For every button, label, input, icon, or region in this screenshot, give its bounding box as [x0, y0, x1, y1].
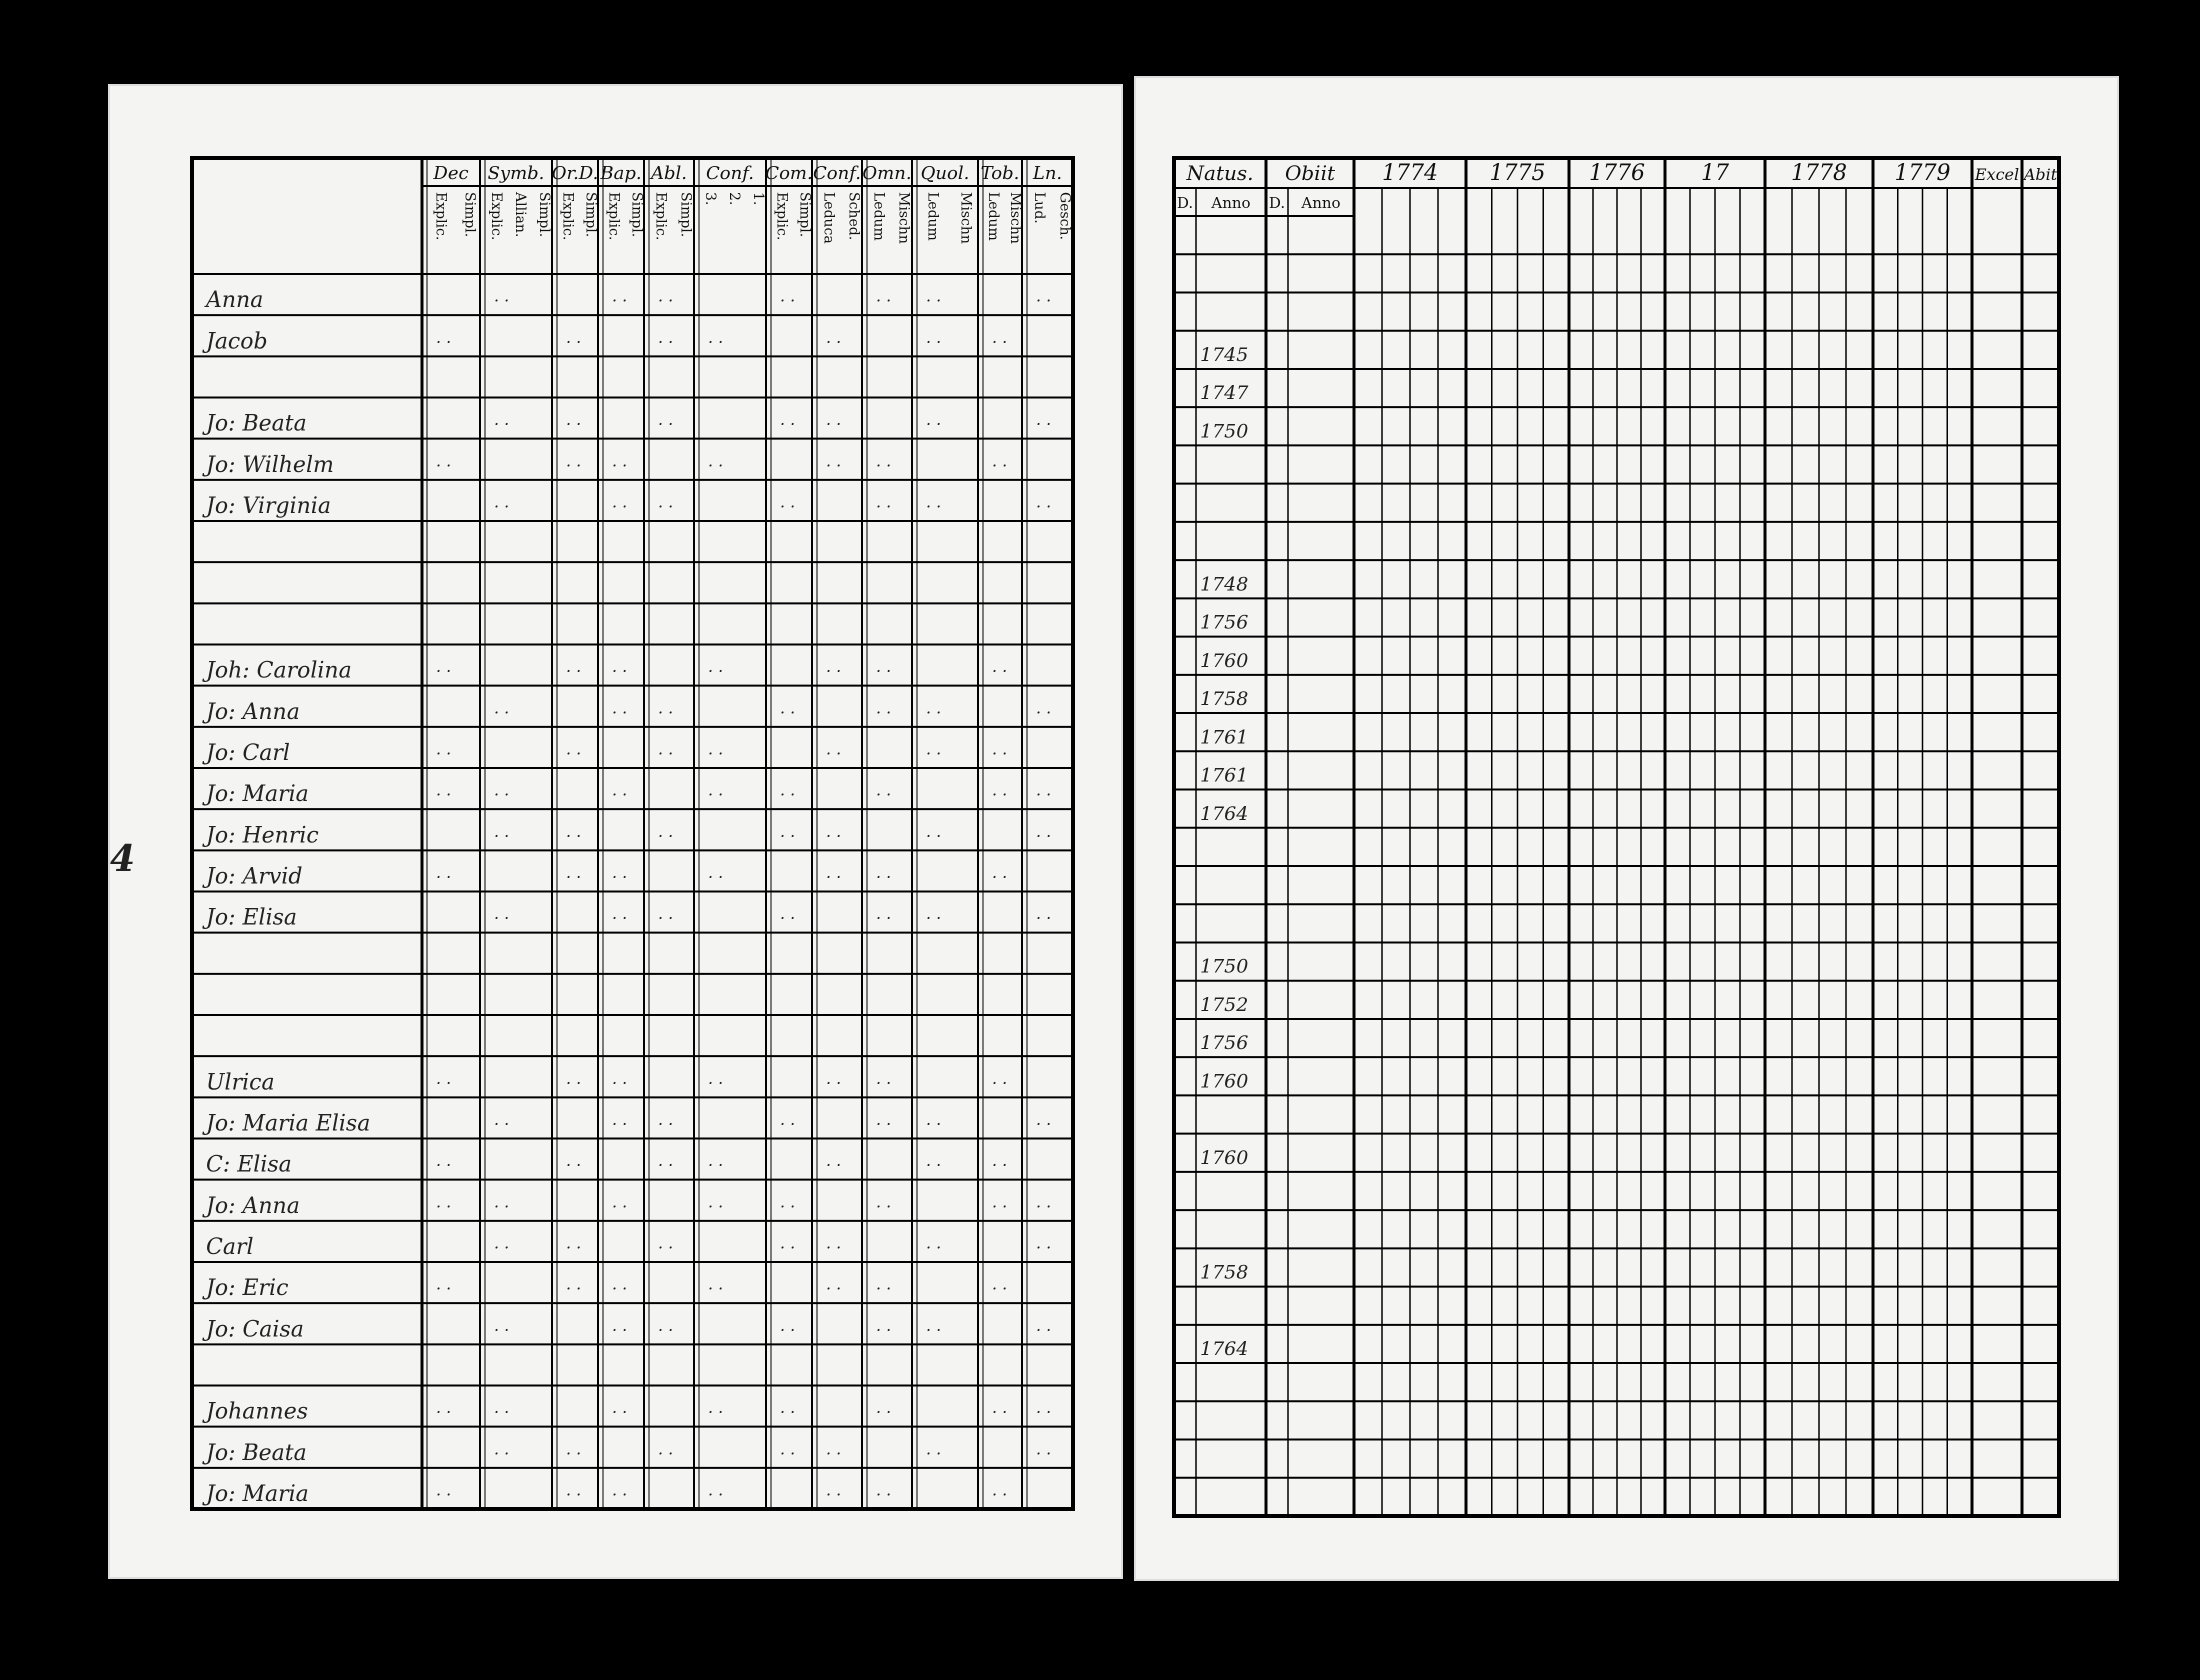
birth-year: 1747 [1200, 382, 1249, 405]
tick-mark: · · [876, 1196, 892, 1216]
column-subheader: 3. [702, 192, 718, 206]
tick-mark: · · [494, 1238, 510, 1257]
tick-mark: · · [494, 497, 510, 516]
birth-year: 1761 [1200, 764, 1249, 787]
column-subheader: Ledum [924, 192, 941, 241]
register-name: Jo: Arvid [206, 864, 303, 890]
tick-mark: · · [1036, 1114, 1052, 1134]
column-subheader: Explic. [559, 192, 576, 241]
tick-mark: · · [876, 1279, 892, 1299]
tick-mark: · · [658, 1114, 674, 1134]
tick-mark: · · [612, 291, 628, 311]
tick-mark: · · [780, 785, 796, 805]
tick-mark: · · [876, 785, 892, 805]
tick-mark: · · [992, 332, 1008, 352]
tick-mark: · · [708, 455, 724, 475]
column-subheader: D. [1268, 194, 1286, 212]
column-subheader: D. [1176, 194, 1194, 212]
column-header: Com. [765, 163, 813, 184]
column-subheader: Simpl. [536, 192, 552, 238]
tick-mark: · · [1036, 826, 1052, 846]
birth-year: 1760 [1200, 1146, 1249, 1169]
tick-mark: · · [494, 1320, 510, 1340]
tick-mark: · · [566, 1443, 582, 1463]
column-subheader: Anno [1301, 194, 1341, 212]
birth-year: 1752 [1200, 993, 1249, 1016]
birth-year: 1756 [1200, 1032, 1249, 1055]
tick-mark: · · [1036, 1320, 1052, 1340]
column-subheader: Sched. [845, 192, 862, 241]
tick-mark: · · [658, 291, 674, 311]
tick-mark: · · [708, 1196, 724, 1216]
tick-mark: · · [826, 1155, 842, 1175]
tick-mark: · · [992, 1485, 1008, 1504]
tick-mark: · · [780, 1238, 796, 1257]
tick-mark: · · [992, 1402, 1008, 1422]
tick-mark: · · [612, 867, 628, 887]
tick-mark: · · [926, 291, 942, 311]
column-header: 1779 [1894, 161, 1951, 186]
column-subheader: Mischn [957, 192, 974, 244]
tick-mark: · · [566, 1155, 582, 1175]
tick-mark: · · [876, 867, 892, 887]
tick-mark: · · [780, 1320, 796, 1340]
tick-mark: · · [876, 497, 892, 516]
tick-mark: · · [926, 1114, 942, 1134]
tick-mark: · · [708, 332, 724, 352]
column-header: Abit [2023, 165, 2058, 184]
tick-mark: · · [658, 1320, 674, 1340]
tick-mark: · · [876, 1402, 892, 1422]
tick-mark: · · [780, 1402, 796, 1422]
tick-mark: · · [876, 661, 892, 681]
tick-mark: · · [826, 332, 842, 352]
tick-mark: · · [780, 414, 796, 434]
tick-mark: · · [708, 1485, 724, 1504]
tick-mark: · · [436, 661, 452, 681]
column-header: 1775 [1489, 161, 1546, 186]
tick-mark: · · [566, 1073, 582, 1093]
column-header: 1774 [1382, 161, 1438, 186]
tick-mark: · · [436, 1485, 452, 1504]
tick-mark: · · [780, 702, 796, 722]
column-header: Quol. [920, 163, 970, 184]
column-subheader: Mischn [1007, 192, 1023, 244]
right-register-table [1134, 76, 2119, 1581]
tick-mark: · · [658, 702, 674, 722]
tick-mark: · · [876, 1485, 892, 1504]
tick-mark: · · [926, 1320, 942, 1340]
tick-mark: · · [926, 908, 942, 928]
column-header: Bap. [600, 163, 642, 184]
tick-mark: · · [992, 867, 1008, 887]
register-name: Jacob [206, 329, 268, 355]
tick-mark: · · [658, 1443, 674, 1463]
tick-mark: · · [826, 1485, 842, 1504]
tick-mark: · · [876, 702, 892, 722]
register-name: Johannes [206, 1399, 308, 1425]
birth-year: 1764 [1200, 802, 1249, 825]
tick-mark: · · [566, 1485, 582, 1504]
tick-mark: · · [926, 1238, 942, 1257]
register-name: C: Elisa [206, 1152, 292, 1178]
tick-mark: · · [826, 1279, 842, 1299]
tick-mark: · · [612, 1320, 628, 1340]
column-subheader: 1. [750, 192, 766, 206]
right-register-page [1134, 76, 2119, 1581]
tick-mark: · · [780, 291, 796, 311]
column-header: Dec [433, 163, 469, 184]
tick-mark: · · [708, 1279, 724, 1299]
column-header: 17 [1701, 161, 1729, 186]
tick-mark: · · [436, 867, 452, 887]
tick-mark: · · [1036, 1402, 1052, 1422]
register-name: Joh: Carolina [206, 658, 352, 684]
column-subheader: Explic. [432, 192, 449, 241]
column-header: Or.D. [551, 163, 599, 184]
tick-mark: · · [826, 867, 842, 887]
tick-mark: · · [658, 744, 674, 763]
tick-mark: · · [612, 1196, 628, 1216]
tick-mark: · · [926, 1155, 942, 1175]
column-subheader: Simpl. [677, 192, 694, 238]
column-header: Abl. [651, 163, 687, 184]
tick-mark: · · [658, 414, 674, 434]
tick-mark: · · [612, 1485, 628, 1504]
register-name: Jo: Anna [206, 699, 300, 725]
tick-mark: · · [708, 1155, 724, 1175]
tick-mark: · · [926, 744, 942, 763]
column-header: 1778 [1791, 161, 1847, 186]
tick-mark: · · [566, 661, 582, 681]
tick-mark: · · [708, 1073, 724, 1093]
tick-mark: · · [992, 1073, 1008, 1093]
tick-mark: · · [494, 1402, 510, 1422]
column-subheader: Leduca [820, 192, 837, 244]
tick-mark: · · [566, 414, 582, 434]
tick-mark: · · [992, 1155, 1008, 1175]
register-name: Anna [206, 288, 264, 314]
tick-mark: · · [708, 1402, 724, 1422]
register-name: Jo: Maria Elisa [206, 1111, 371, 1137]
left-register-table [108, 84, 1123, 1579]
tick-mark: · · [566, 744, 582, 763]
tick-mark: · · [612, 1402, 628, 1422]
register-name: Jo: Caisa [206, 1317, 304, 1343]
column-header: Omn. [862, 163, 912, 184]
tick-mark: · · [1036, 414, 1052, 434]
tick-mark: · · [494, 908, 510, 928]
birth-year: 1758 [1200, 1261, 1249, 1284]
tick-mark: · · [1036, 1196, 1052, 1216]
tick-mark: · · [926, 826, 942, 846]
register-name: Jo: Virginia [206, 494, 331, 519]
birth-year: 1750 [1200, 420, 1249, 443]
column-header: Natus. [1186, 161, 1254, 185]
tick-mark: · · [826, 661, 842, 681]
register-name: Jo: Wilhelm [206, 452, 334, 478]
birth-year: 1745 [1200, 343, 1249, 366]
tick-mark: · · [780, 826, 796, 846]
tick-mark: · · [612, 1114, 628, 1134]
birth-year: 1756 [1200, 611, 1249, 634]
tick-mark: · · [436, 1155, 452, 1175]
tick-mark: · · [826, 414, 842, 434]
tick-mark: · · [780, 1443, 796, 1463]
birth-year: 1760 [1200, 1070, 1249, 1093]
tick-mark: · · [876, 455, 892, 475]
tick-mark: · · [612, 455, 628, 475]
tick-mark: · · [992, 744, 1008, 763]
column-header: Conf. [813, 163, 861, 184]
tick-mark: · · [658, 826, 674, 846]
tick-mark: · · [826, 744, 842, 763]
tick-mark: · · [566, 332, 582, 352]
birth-year: 1760 [1200, 649, 1249, 672]
tick-mark: · · [612, 702, 628, 722]
tick-mark: · · [612, 661, 628, 681]
tick-mark: · · [992, 661, 1008, 681]
tick-mark: · · [992, 455, 1008, 475]
tick-mark: · · [826, 1238, 842, 1257]
column-header: Symb. [487, 163, 545, 184]
column-subheader: Explic. [773, 192, 790, 241]
tick-mark: · · [436, 1073, 452, 1093]
tick-mark: · · [436, 785, 452, 805]
tick-mark: · · [494, 1196, 510, 1216]
tick-mark: · · [494, 702, 510, 722]
register-name: Jo: Elisa [206, 905, 298, 931]
tick-mark: · · [1036, 1443, 1052, 1463]
tick-mark: · · [612, 1073, 628, 1093]
column-subheader: Explic. [605, 192, 622, 241]
tick-mark: · · [992, 1279, 1008, 1299]
tick-mark: · · [566, 455, 582, 475]
tick-mark: · · [494, 785, 510, 805]
register-name: Jo: Beata [206, 1440, 307, 1466]
tick-mark: · · [992, 1196, 1008, 1216]
tick-mark: · · [494, 1443, 510, 1463]
tick-mark: · · [926, 1443, 942, 1463]
tick-mark: · · [1036, 785, 1052, 805]
tick-mark: · · [1036, 291, 1052, 311]
tick-mark: · · [658, 1155, 674, 1175]
tick-mark: · · [1036, 1238, 1052, 1257]
birth-year: 1758 [1200, 688, 1249, 711]
side-number: 4 [110, 837, 136, 880]
left-register-page [108, 84, 1123, 1579]
tick-mark: · · [1036, 908, 1052, 928]
tick-mark: · · [436, 1402, 452, 1422]
column-subheader: 2. [726, 192, 742, 206]
register-name: Jo: Maria [206, 1482, 309, 1507]
column-subheader: Gesch. [1056, 192, 1073, 240]
column-header: Tob. [980, 163, 1020, 184]
column-subheader: Simpl. [628, 192, 645, 238]
tick-mark: · · [826, 1073, 842, 1093]
tick-mark: · · [436, 455, 452, 475]
column-header: Excel [1974, 165, 2020, 184]
tick-mark: · · [780, 1114, 796, 1134]
tick-mark: · · [658, 332, 674, 352]
tick-mark: · · [780, 497, 796, 516]
column-header: Conf. [706, 163, 754, 184]
tick-mark: · · [494, 414, 510, 434]
column-header: Ln. [1032, 163, 1063, 184]
tick-mark: · · [612, 908, 628, 928]
register-name: Jo: Anna [206, 1193, 300, 1219]
register-name: Carl [206, 1235, 254, 1260]
tick-mark: · · [926, 414, 942, 434]
column-subheader: Lud. [1030, 192, 1047, 224]
tick-mark: · · [658, 1238, 674, 1257]
tick-mark: · · [436, 1279, 452, 1299]
birth-year: 1761 [1200, 726, 1249, 749]
tick-mark: · · [926, 702, 942, 722]
column-subheader: Ledum [985, 192, 1001, 241]
tick-mark: · · [494, 1114, 510, 1134]
tick-mark: · · [436, 1196, 452, 1216]
register-name: Jo: Henric [206, 823, 319, 849]
column-subheader: Mischn [895, 192, 912, 244]
tick-mark: · · [876, 291, 892, 311]
tick-mark: · · [708, 661, 724, 681]
tick-mark: · · [708, 867, 724, 887]
column-subheader: Simpl. [461, 192, 478, 238]
tick-mark: · · [876, 1073, 892, 1093]
tick-mark: · · [566, 1238, 582, 1257]
tick-mark: · · [926, 332, 942, 352]
column-subheader: Explic. [652, 192, 669, 241]
register-name: Jo: Maria [206, 782, 309, 808]
tick-mark: · · [780, 1196, 796, 1216]
column-subheader: Ledum [870, 192, 887, 241]
column-header: 1776 [1589, 161, 1645, 186]
tick-mark: · · [566, 1279, 582, 1299]
register-name: Ulrica [206, 1070, 275, 1096]
tick-mark: · · [566, 867, 582, 887]
tick-mark: · · [658, 908, 674, 928]
tick-mark: · · [494, 826, 510, 846]
tick-mark: · · [612, 497, 628, 516]
tick-mark: · · [826, 455, 842, 475]
tick-mark: · · [566, 826, 582, 846]
tick-mark: · · [436, 332, 452, 352]
birth-year: 1750 [1200, 955, 1249, 978]
column-subheader: Explic. [488, 192, 504, 241]
tick-mark: · · [612, 1279, 628, 1299]
column-header: Obiit [1284, 161, 1336, 185]
tick-mark: · · [926, 497, 942, 516]
column-subheader: Simpl. [582, 192, 599, 238]
column-subheader: Simpl. [796, 192, 813, 238]
tick-mark: · · [876, 908, 892, 928]
birth-year: 1764 [1200, 1338, 1249, 1361]
tick-mark: · · [826, 1443, 842, 1463]
column-subheader: Anno [1211, 194, 1251, 212]
tick-mark: · · [826, 826, 842, 846]
tick-mark: · · [658, 497, 674, 516]
birth-year: 1748 [1200, 573, 1249, 596]
register-name: Jo: Carl [206, 741, 290, 766]
register-name: Jo: Eric [206, 1276, 289, 1302]
tick-mark: · · [876, 1320, 892, 1340]
tick-mark: · · [992, 785, 1008, 805]
tick-mark: · · [876, 1114, 892, 1134]
column-subheader: Allian. [512, 192, 528, 238]
tick-mark: · · [780, 908, 796, 928]
tick-mark: · · [708, 744, 724, 763]
tick-mark: · · [708, 785, 724, 805]
tick-mark: · · [1036, 702, 1052, 722]
register-name: Jo: Beata [206, 411, 307, 437]
tick-mark: · · [1036, 497, 1052, 516]
tick-mark: · · [494, 291, 510, 311]
tick-mark: · · [436, 744, 452, 763]
tick-mark: · · [612, 785, 628, 805]
